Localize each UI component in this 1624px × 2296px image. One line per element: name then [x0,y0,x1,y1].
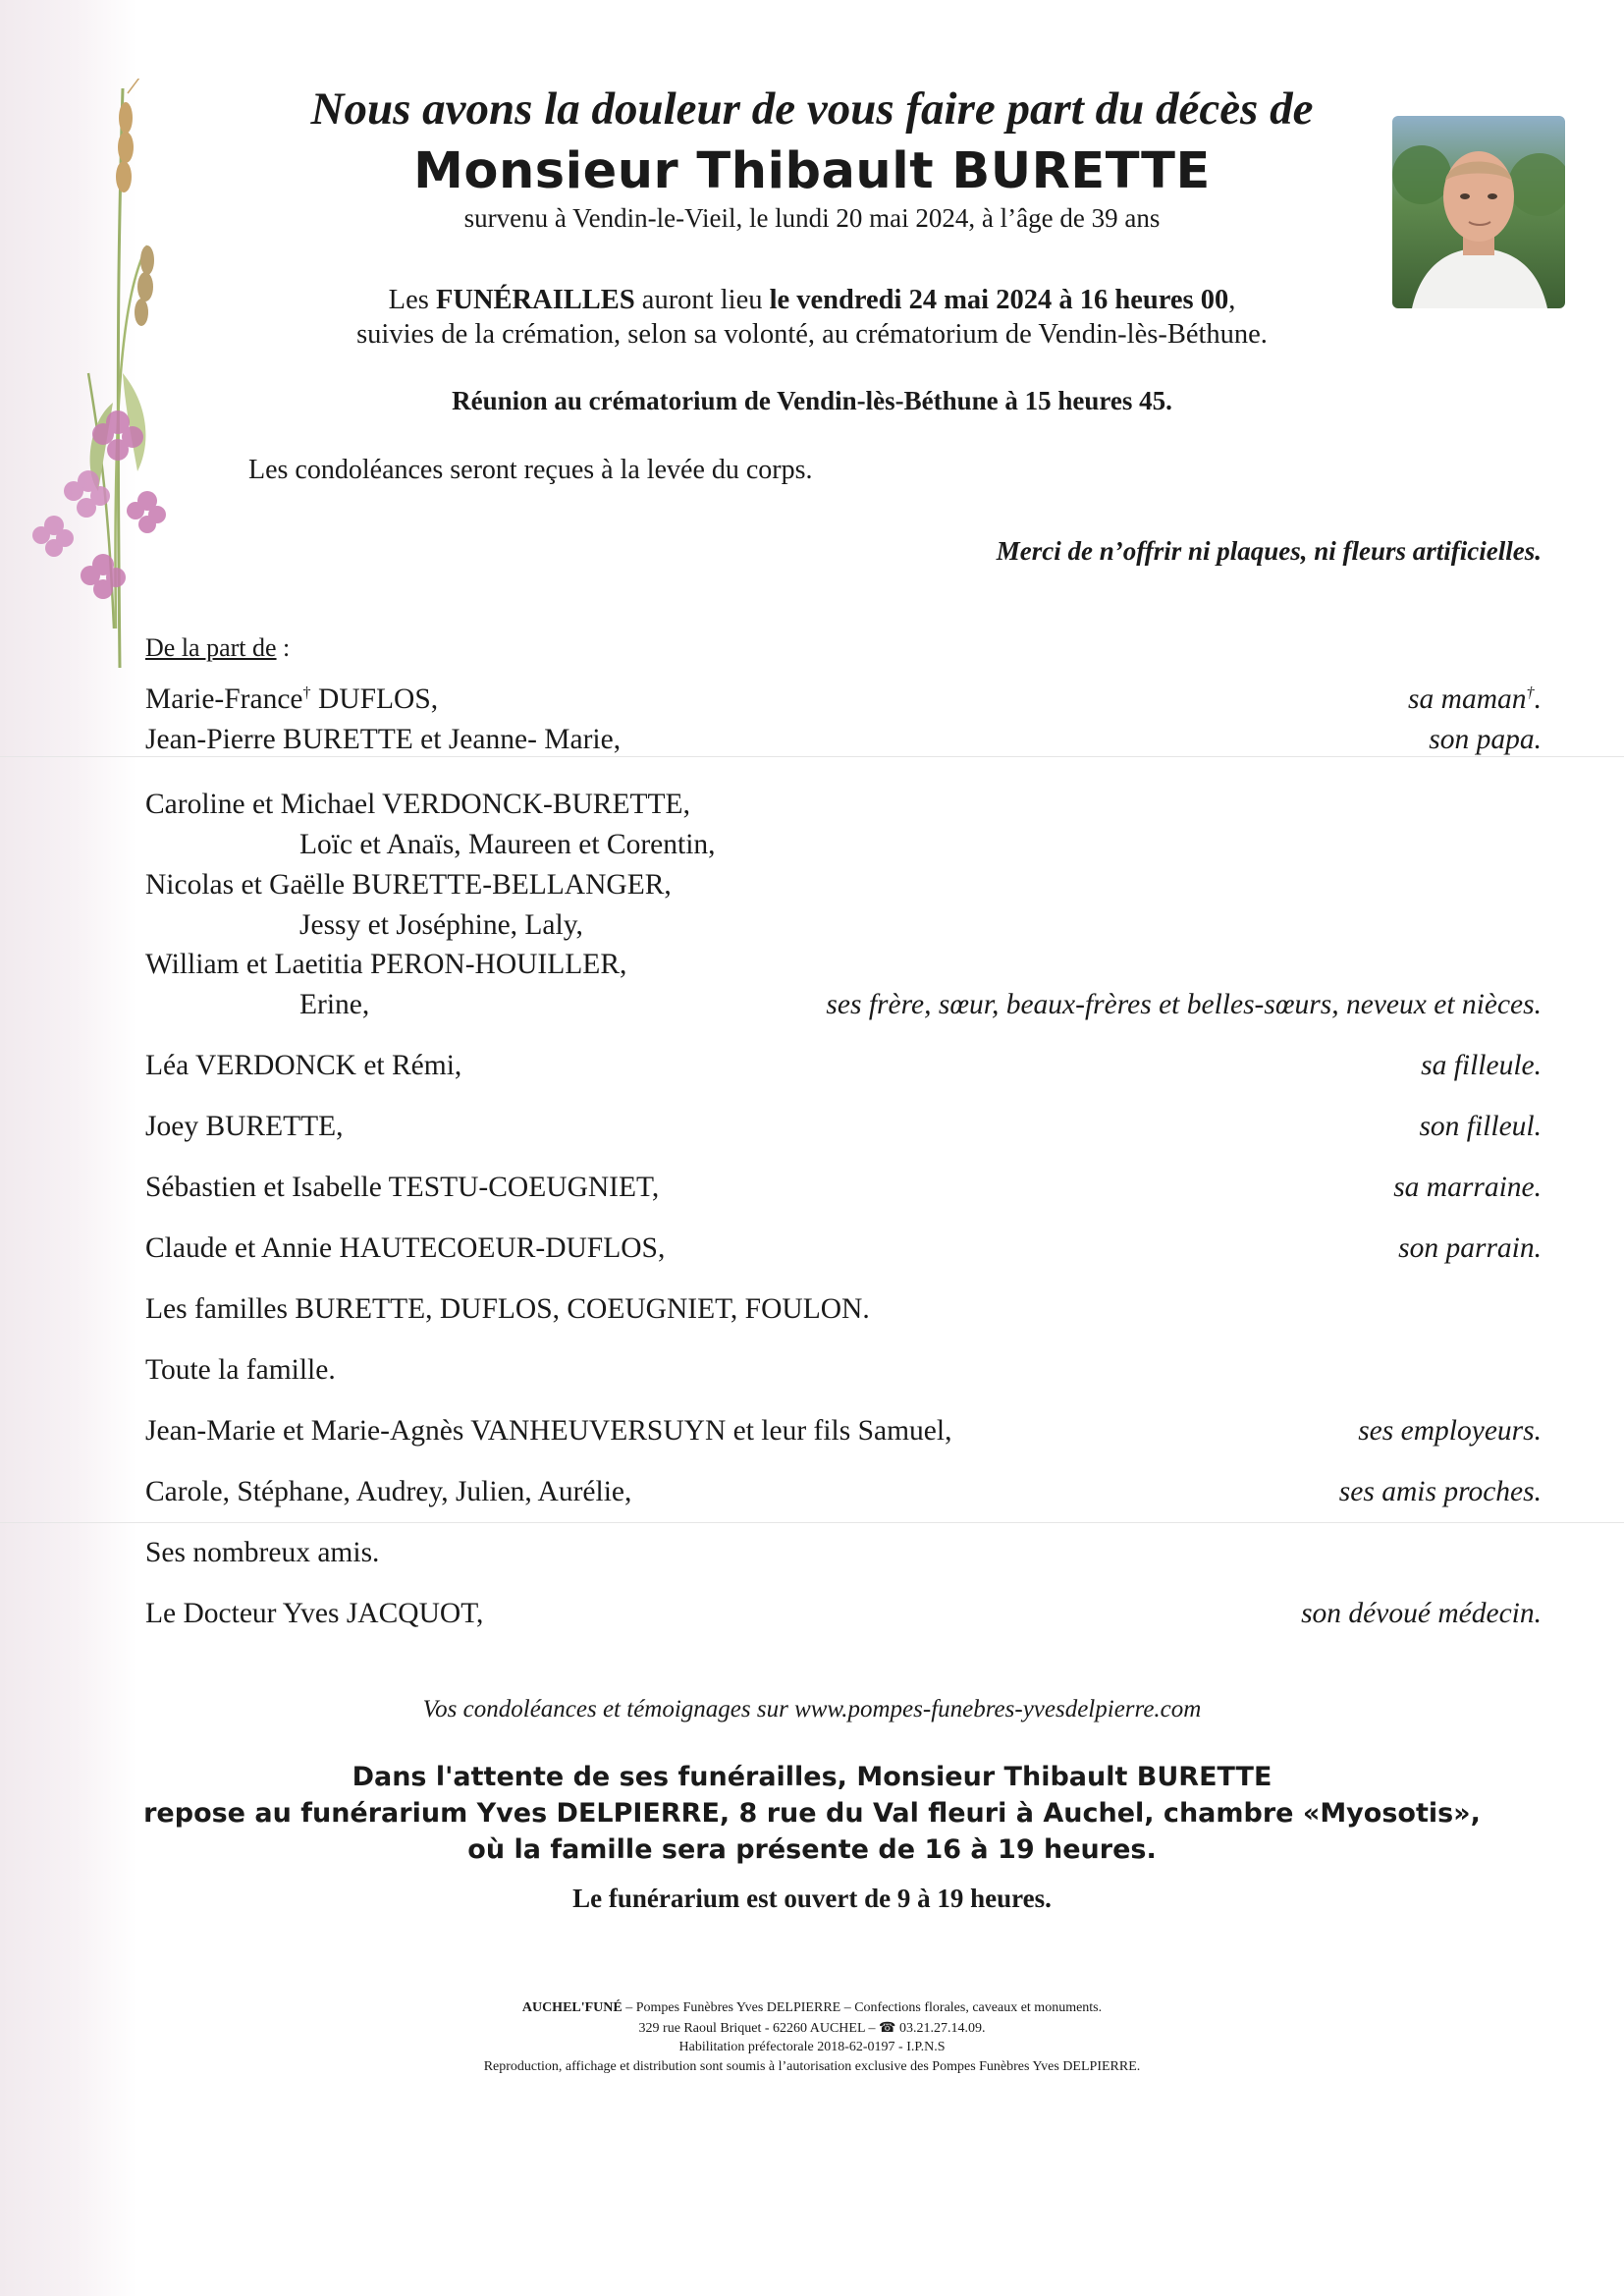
fold-line [0,756,1624,757]
family-line-left: Loïc et Anaïs, Maureen et Corentin, [299,829,716,860]
announcement-headline: Nous avons la douleur de vous faire part du décès de [310,83,1314,135]
fold-line [0,1522,1624,1523]
dagger-mark: † [302,683,311,702]
family-line-left: Claude et Annie HAUTECOEUR-DUFLOS, [145,1232,666,1264]
deceased-name: Monsieur Thibault BURETTE [413,142,1211,200]
family-line-right: ses amis proches. [1338,1476,1542,1507]
footer-line [0,2000,1624,2016]
no-flowers-note: Merci de n’offrir ni plaques, ni fleurs artificielles. [996,536,1542,566]
family-line-left: Erine, [299,989,370,1020]
relation: . [1534,683,1542,715]
website-note: Vos condoléances et témoignages sur www.pompes-funebres-yvesdelpierre.com [422,1696,1202,1722]
opening-hours: Le funérarium est ouvert de 9 à 19 heures. [572,1884,1052,1913]
family-line-left: Jean-Pierre BURETTE et Jeanne- Marie, [145,724,622,755]
death-details: survenu à Vendin-le-Vieil, le lundi 20 mai 2024, à l’âge de 39 ans [463,203,1161,233]
footer-line: Reproduction, affichage et distribution sont soumis à l’autorisation exclusive des Pompes Funèbres Yves DELPIERRE. [483,2059,1141,2074]
family-line-left: Sébastien et Isabelle TESTU-COEUGNIET, [145,1172,660,1203]
family-line-right: son filleul. [1419,1111,1542,1142]
footer-line [0,2020,1624,2037]
family-intro [145,633,290,663]
cremation-line: suivies de la crémation, selon sa volonté, au crématorium de Vendin-lès-Béthune. [356,319,1268,350]
dagger-mark: † [1526,683,1535,702]
funeral-text: auront lieu [634,285,770,315]
family-line-left: Toute la famille. [145,1354,336,1386]
repose-line: repose au funérarium Yves DELPIERRE, 8 rue du Val fleuri à Auchel, chambre «Myosotis», [143,1798,1481,1829]
family-line-left: Ses nombreux amis. [145,1537,380,1568]
family-line-right: sa filleule. [1421,1050,1542,1081]
pink-blossom [127,491,166,533]
repose-line: Dans l'attente de ses funérailles, Monsieur Thibault BURETTE [352,1762,1272,1792]
funeral-text: , [1228,285,1236,315]
family-line-right: son dévoué médecin. [1301,1598,1542,1629]
family-intro-label: De la part de [145,633,277,662]
family-member: Marie-France [145,683,303,715]
phone-icon: ☎ [879,2021,896,2036]
footer-line: Habilitation préfectorale 2018-62-0197 - I.P.N.S [678,2040,946,2054]
family-line-right [1408,683,1542,716]
family-line-left: Jean-Marie et Marie-Agnès VANHEUVERSUYN et leur fils Samuel, [145,1415,952,1447]
family-line-left: Les familles BURETTE, DUFLOS, COEUGNIET, FOULON. [145,1293,870,1325]
pink-blossom [32,516,74,557]
family-line-left: Joey BURETTE, [145,1111,344,1142]
family-line-left: Jessy et Joséphine, Laly, [299,909,583,941]
funeral-label: FUNÉRAILLES [435,285,635,315]
family-line-right: sa marraine. [1393,1172,1542,1203]
family-line-left: William et Laetitia PERON-HOUILLER, [145,949,627,980]
footer-brand: AUCHEL'FUNÉ [521,2000,623,2015]
funeral-date-line [0,285,1624,316]
footer-text: – Pompes Funèbres Yves DELPIERRE – Confections florales, caveaux et monuments. [622,2000,1103,2015]
family-line-right: ses frère, sœur, beaux-frères et belles-sœurs, neveux et nièces. [826,989,1542,1020]
family-member: DUFLOS, [310,683,439,715]
condolences-note: Les condoléances seront reçues à la levée du corps. [248,455,813,485]
family-line-left: Carole, Stéphane, Audrey, Julien, Aurélie, [145,1476,632,1507]
family-line-right: son parrain. [1398,1232,1542,1264]
footer-phone: 03.21.27.14.09. [895,2021,986,2036]
funeral-datetime: le vendredi 24 mai 2024 à 16 heures 00 [769,285,1229,315]
funeral-text: Les [388,285,436,315]
relation: sa maman [1408,683,1527,715]
family-line-left: Caroline et Michael VERDONCK-BURETTE, [145,789,690,820]
family-line-left: Léa VERDONCK et Rémi, [145,1050,462,1081]
reunion-line: Réunion au crématorium de Vendin-lès-Béthune à 15 heures 45. [452,386,1172,415]
family-line-left [145,683,438,716]
family-line-left: Nicolas et Gaëlle BURETTE-BELLANGER, [145,869,672,901]
family-line-right: son papa. [1429,724,1542,755]
footer-text: 329 rue Raoul Briquet - 62260 AUCHEL – [638,2021,879,2036]
family-line-left: Le Docteur Yves JACQUOT, [145,1598,484,1629]
family-intro-colon: : [276,633,291,662]
repose-line: où la famille sera présente de 16 à 19 heures. [467,1834,1157,1865]
family-line-right: ses employeurs. [1358,1415,1542,1447]
